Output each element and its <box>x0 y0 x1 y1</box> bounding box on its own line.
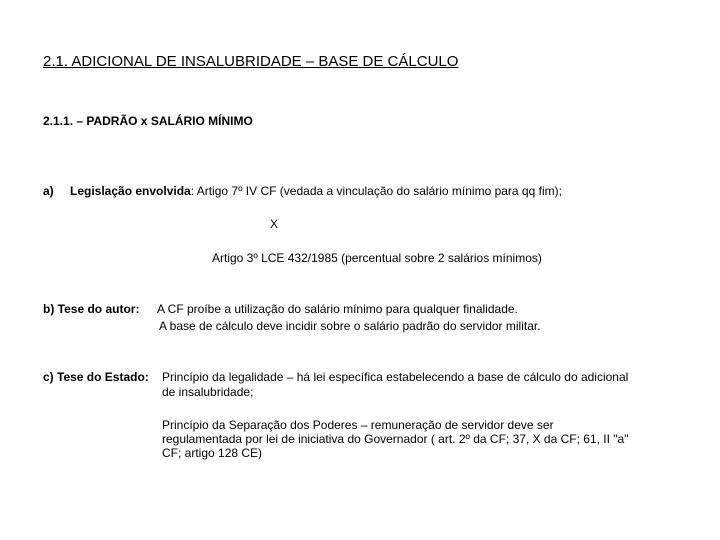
section-c-para2-line-3: CF; artigo 128 CE) <box>162 446 263 460</box>
section-b-line-1: A CF proíbe a utilização do salário mínimo para qualquer finalidade. <box>157 302 518 316</box>
section-a-label: Legislação envolvida <box>70 184 191 198</box>
section-a-line <box>70 184 562 198</box>
section-c-line-1: Princípio da legalidade – há lei específica estabelecendo a base de cálculo do adicional <box>162 370 629 384</box>
section-c-para2-line-2: regulamentada por lei de iniciativa do Governador ( art. 2º da CF; 37, X da CF; 61, II "a" <box>162 432 629 446</box>
section-c-para2-line-1: Princípio da Separação dos Poderes – remuneração de servidor deve ser <box>162 418 554 432</box>
section-a-text-2: Artigo 3º LCE 432/1985 (percentual sobre 2 salários mínimos) <box>212 251 542 265</box>
section-c-label: c) Tese do Estado: <box>43 370 149 384</box>
page-title: 2.1. ADICIONAL DE INSALUBRIDADE – BASE DE CÁLCULO <box>43 53 459 70</box>
section-c-line-2: de insalubridade; <box>162 385 254 399</box>
section-a-marker: a) <box>43 184 54 198</box>
versus-mark: X <box>270 217 279 231</box>
section-a-text: : Artigo 7º IV CF (vedada a vinculação do salário mínimo para qq fim); <box>190 184 562 198</box>
section-subtitle: 2.1.1. – PADRÃO x SALÁRIO MÍNIMO <box>43 114 253 128</box>
section-b-label: b) Tese do autor: <box>43 302 140 316</box>
section-b-line-2: A base de cálculo deve incidir sobre o salário padrão do servidor militar. <box>159 319 541 333</box>
